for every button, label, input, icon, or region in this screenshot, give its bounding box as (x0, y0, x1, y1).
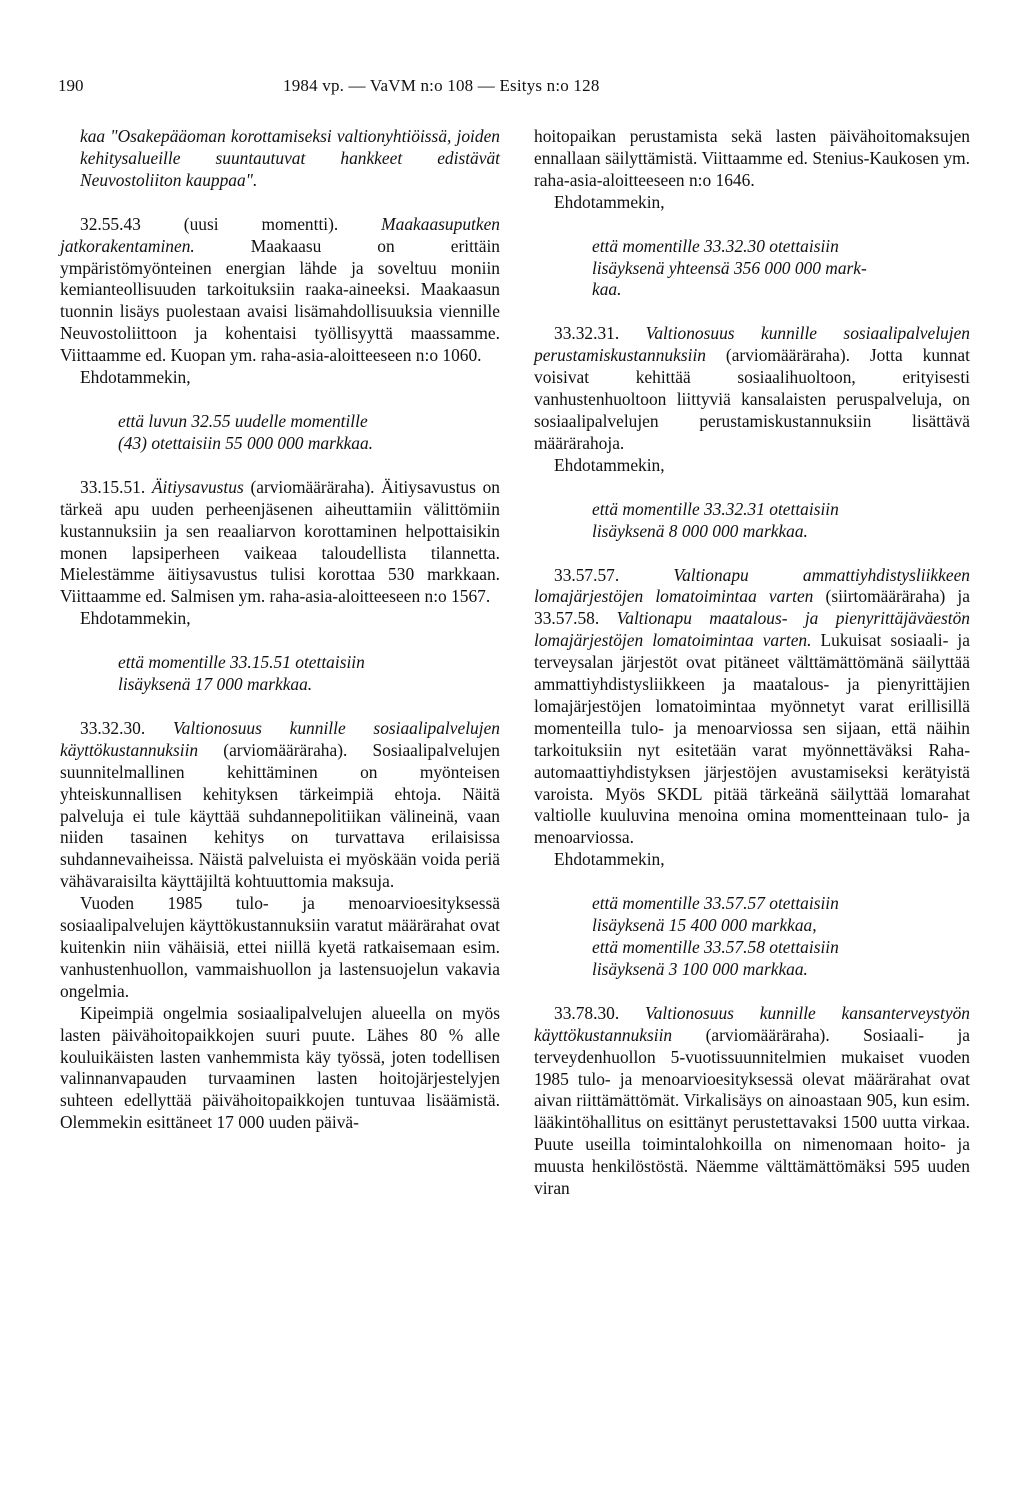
item-number: 33.15.51. (80, 476, 146, 497)
paragraph-33-15-51 (60, 477, 500, 608)
proposal-intro: Ehdotammekin, (554, 849, 665, 870)
item-text: Maakaasu on erittäin ympäristömyönteinen energian lähde ja soveltuu moniin kemianteollisuuden tarkoituksiin raaka-aineeksi. Maakaasun tuonnin lisäys puolestaan avaisi lisämahdollisuuksia viennille Neuvostoliittoon ja kohentaisi työllisyyttä maassamme. Viittaamme ed. Kuopan ym. raha-asia-aloitteeseen n:o 1060. (60, 235, 500, 366)
item-title: Äitiysavustus (151, 476, 244, 497)
paragraph: Vuoden 1985 tulo- ja menoarvioesityksessä sosiaalipalvelujen käyttökustannuksiin varatut määrärahat ovat kuitenkin niin vähäisiä, ettei niillä kyetä ratkaisemaan esim. vanhustenhuollon, vammaishuollon ja lastensuojelun vakavia ongelmia. (60, 893, 500, 1001)
item-number: 33.78.30. (554, 1002, 620, 1023)
item-title: Valtionosuus kunnille sosiaalipalvelujen käyttökustannuksiin (60, 717, 500, 760)
item-title: Maakaasuputken jatkorakentaminen. (60, 213, 500, 256)
proposal-line: kaa. (592, 279, 622, 300)
proposal-line: että momentille 33.32.30 otettaisiin (592, 235, 839, 256)
proposal-line: lisäyksenä 8 000 000 markkaa. (592, 520, 808, 541)
proposal-line: lisäyksenä yhteensä 356 000 000 mark- (592, 257, 867, 278)
proposal-line: lisäyksenä 3 100 000 markkaa. (592, 958, 808, 979)
proposal-line: että momentille 33.57.58 otettaisiin (592, 937, 839, 957)
item-title: Valtionosuus kunnille kansanterveystyön käyttökustannuksiin (534, 1002, 970, 1045)
item-text: (arviomääräraha). Jotta kunnat voisivat kehittää sosiaalihuoltoon, erityisesti vanhustenhuoltoon liittyviä kansalaisten peruspalveluja, on sosiaalipalvelujen perustamiskustannuksiin lisättävä määrärahoja. (534, 345, 970, 453)
proposal-intro: Ehdotammekin, (554, 191, 665, 212)
item-text: (arviomääräraha). Äitiysavustus on tärkeä apu uuden perheenjäsenen aiheuttamiin välittömiin kustannuksiin ja sen reaaliarvon korottaminen helpottaisikin monen lapsiperheen vaikeaa taloudellista tilannetta. Mielestämme äitiysavustus tulisi korottaa 530 markkaan. Viittaamme ed. Salmisen ym. raha-asia-aloitteeseen n:o 1567. (60, 476, 500, 607)
item-text: (siirtomääräraha) ja 33.57.58. (534, 586, 970, 629)
proposal-line: lisäyksenä 17 000 markkaa. (118, 674, 313, 695)
item-number: 32.55.43 (uusi momentti). (80, 213, 339, 234)
proposal-line: että momentille 33.32.31 otettaisiin (592, 498, 839, 519)
proposal-text (534, 236, 970, 302)
item-title: Valtionapu ammattiyhdistysliikkeen lomajärjestöjen lomatoimintaa varten (534, 564, 970, 607)
proposal-line: (43) otettaisiin 55 000 000 markkaa. (118, 432, 374, 453)
item-number: 33.32.30. (80, 717, 146, 738)
paragraph-33-57-57 (534, 565, 970, 850)
page-header (0, 76, 1024, 102)
proposal-text (60, 411, 500, 455)
item-text: (arviomääräraha). Sosiaalipalvelujen suunnitelmallinen kehittäminen on myönteisen yhteiskunnallisen kehityksen tärkeimpiä ehtoja. Näitä palveluja ei tule käyttää suhdannepolitiikan välineinä, vaan niiden tasainen kehitys on turvattava erilaisissa suhdannevaiheissa. Näistä palveluista ei myöskään voida periä vähävaraisilta käyttäjiltä kohtuuttomia maksuja. (60, 739, 500, 892)
paragraph-32-55-43 (60, 214, 500, 367)
quoted-title-continuation: kaa "Osakepääoman korottamiseksi valtionyhtiöissä, joiden kehitysalueille suuntautuvat hankkeet edistävät Neuvostoliiton kauppaa". (80, 126, 500, 190)
proposal-text (534, 499, 970, 543)
right-column (534, 126, 970, 1200)
item-number: 33.57.57. (554, 564, 620, 585)
item-text: (arviomääräraha). Sosiaali- ja terveydenhuollon 5-vuotissuunnitelmien mukaiset vuoden 1985 tulo- ja menoarvioesityksessä olevat määrärahat ovat aivan riittämättömät. Virkalisäys on ainoastaan 905, kun esim. lääkintöhallitus on esittänyt perustettavaksi 1500 uutta virkaa. Puute useilla toimintalohkoilla on nimenomaan hoito- ja muusta henkilöstöstä. Näemme välttämättömäksi 595 uuden viran (534, 1024, 970, 1199)
proposal-intro: Ehdotammekin, (80, 608, 191, 629)
left-column (60, 126, 500, 1134)
proposal-line: että luvun 32.55 uudelle momentille (118, 410, 368, 431)
proposal-line: että momentille 33.15.51 otettaisiin (118, 652, 365, 673)
proposal-line: lisäyksenä 15 400 000 markkaa, (592, 915, 817, 936)
item-title: Valtionosuus kunnille sosiaalipalvelujen perustamiskustannuksiin (534, 323, 970, 366)
paragraph: Kipeimpiä ongelmia sosiaalipalvelujen alueella on myös lasten päivähoitopaikkojen suuri puute. Lähes 80 % alle kouluikäisten lasten vanhemmista käy työssä, joten todellisen valinnanvapauden turvaaminen lasten hoitojärjestelyjen suhteen edellyttää päivähoitopaikkojen tuntuvaa lisäämistä. Olemmekin esittäneet 17 000 uuden päivä- (60, 1002, 500, 1133)
page-number: 190 (58, 76, 84, 95)
proposal-intro: Ehdotammekin, (80, 367, 191, 388)
item-number: 33.32.31. (554, 323, 620, 344)
paragraph-33-32-31 (534, 323, 970, 454)
proposal-line: että momentille 33.57.57 otettaisiin (592, 893, 839, 914)
proposal-text (534, 893, 970, 981)
item-text: Lukuisat sosiaali- ja terveysalan järjestöt ovat pitäneet välttämättömänä säilyttää ammattiyhdistysliikkeen ja maatalous- ja pienyrittäjien lomajärjestöjen lomatoimintaa myönnetyt varat erillisillä momenteilla tulo- ja menoarviossa sen sijaan, että näihin tarkoituksiin nyt esitetään varat myönnettäväksi Raha-automaattiyhdistyksen järjestöjen avustamiseksi kerätyistä varoista. Myös SKDL pitää tärkeänä säilyttää lomarahat valtiolle kuuluvina menoina omina momentteinaan tulo- ja menoarviossa. (534, 630, 970, 848)
paragraph: hoitopaikan perustamista sekä lasten päivähoitomaksujen ennallaan säilyttämistä. Viittaamme ed. Stenius-Kaukosen ym. raha-asia-aloitteeseen n:o 1646. (534, 126, 970, 190)
paragraph-33-78-30 (534, 1003, 970, 1200)
paragraph-33-32-30 (60, 718, 500, 893)
proposal-text (60, 652, 500, 696)
running-title: 1984 vp. — VaVM n:o 108 — Esitys n:o 128 (283, 76, 600, 95)
item-title: Valtionapu maatalous- ja pienyrittäjäväestön lomajärjestöjen lomatoimintaa varten. (534, 608, 970, 651)
proposal-intro: Ehdotammekin, (554, 454, 665, 475)
